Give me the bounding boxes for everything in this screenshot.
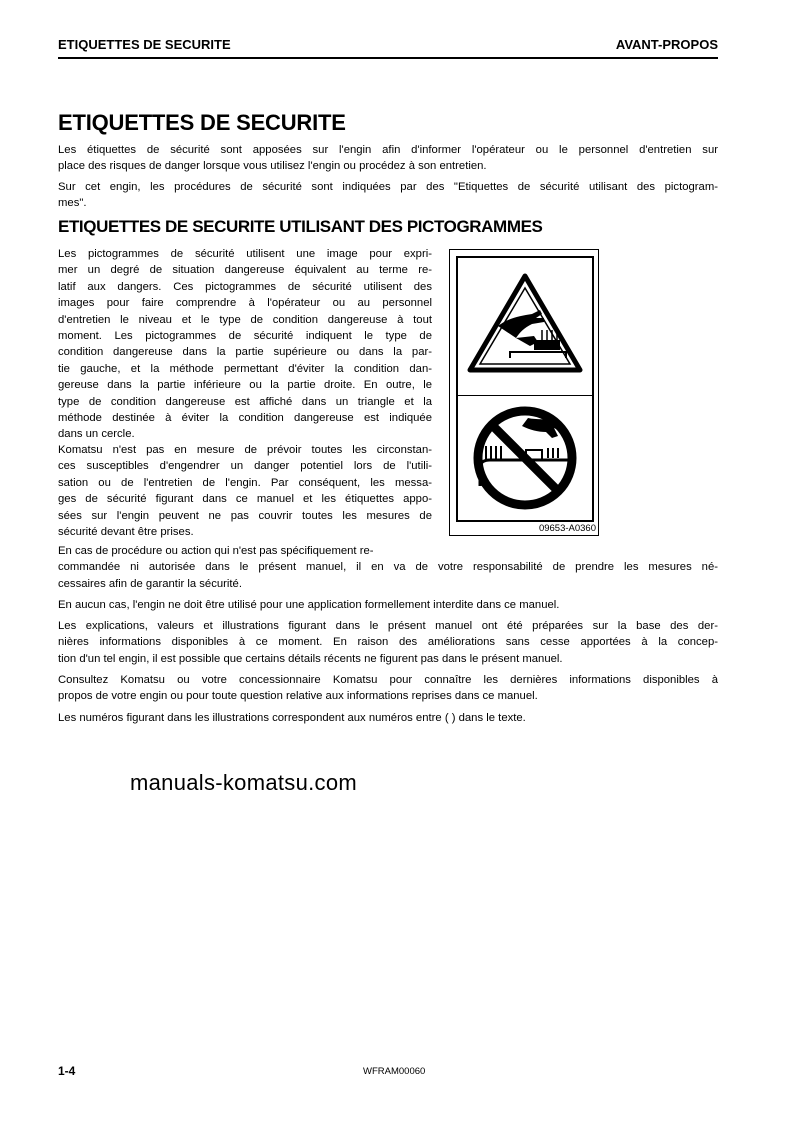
text-line: Les numéros figurant dans les illustrations correspondent aux numéros entre ( ) dans le texte. <box>58 712 526 724</box>
text-line: sécurité devant être prises. <box>58 526 194 539</box>
document-code: WFRAM00060 <box>363 1066 426 1077</box>
section-subtitle: ETIQUETTES DE SECURITE UTILISANT DES PICTOGRAMMES <box>58 217 543 236</box>
text-line: Les pictogrammes de sécurité utilisent une image pour expri- <box>58 248 432 260</box>
text-line: Sur cet engin, les procédures de sécurité sont indiquées par des "Etiquettes de sécurité utilisant des pictogram- <box>58 181 718 193</box>
text-line: nières informations disponibles à ce moment. En raison des améliorations sans cesse apportées à la concep- <box>58 636 718 649</box>
text-line: moment. Les pictogrammes de sécurité indiquent le type de <box>58 330 432 343</box>
do-not-touch-hot-surface-icon <box>458 396 592 521</box>
running-header-chapter: AVANT-PROPOS <box>615 37 718 52</box>
text-line: type de condition dangereuse est affiché dans un triangle et la <box>58 395 432 408</box>
text-line: propos de votre engin ou pour toute question relative aux informations reprises dans ce manuel. <box>58 690 538 703</box>
text-line: latif aux dangers. Ces pictogrammes de sécurité utilisent des <box>58 280 432 293</box>
text-line: sées sur l'engin peuvent ne pas couvrir toutes les mesures de <box>58 509 432 522</box>
figure-code: 09653-A0360 <box>538 523 596 534</box>
text-line: place des risques de danger lorsque vous utilisez l'engin ou procédez à son entretien. <box>58 160 487 173</box>
hot-surface-warning-triangle-icon <box>458 258 592 395</box>
watermark: manuals-komatsu.com <box>130 770 357 795</box>
text-line: Consultez Komatsu ou votre concessionnaire Komatsu pour connaître les dernières informations disponibles à <box>58 674 718 686</box>
text-line: dans un cercle. <box>58 428 135 441</box>
text-line: gereuse dans la partie inférieure ou la partie droite. En outre, le <box>58 379 432 392</box>
page-number: 1-4 <box>58 1064 76 1078</box>
text-line: Les étiquettes de sécurité sont apposées sur l'engin afin d'informer l'opérateur ou le personnel d'entretien sur <box>58 144 718 156</box>
paragraph <box>58 179 718 212</box>
text-line: ges de sécurité figurant dans ce manuel et les étiquettes appo- <box>58 493 432 506</box>
paragraph <box>58 672 718 705</box>
text-line: méthode destinée à éviter la condition dangereuse est indiquée <box>58 412 432 425</box>
paragraph <box>58 710 718 726</box>
paragraph <box>58 543 718 592</box>
text-line: cessaires afin de garantir la sécurité. <box>58 577 242 590</box>
paragraph <box>58 142 718 175</box>
safety-label-frame <box>456 256 594 522</box>
text-line: mes". <box>58 197 87 210</box>
text-line: mer un degré de situation dangereuse équivalent au terme re- <box>58 264 432 277</box>
safety-label-figure <box>449 249 599 536</box>
text-line: Les explications, valeurs et illustrations figurant dans le présent manuel ont été préparées sur la base des der- <box>58 620 718 632</box>
page-title: ETIQUETTES DE SECURITE <box>58 110 346 135</box>
text-line: condition dangereuse dans la partie supérieure ou dans la par- <box>58 346 432 359</box>
paragraph <box>58 597 718 613</box>
text-line: commandée ni autorisée dans le présent manuel, il en va de votre responsabilité de prendre les mesures né- <box>58 561 718 574</box>
paragraph <box>58 442 432 540</box>
paragraph <box>58 618 718 667</box>
text-line: ces susceptibles d'engendrer un danger potentiel lors de l'utili- <box>58 460 432 473</box>
text-line: tion d'un tel engin, il est possible que certains détails récents ne figurent pas dans le présent manuel. <box>58 652 563 665</box>
text-line: sation ou de l'entretien de l'engin. Par conséquent, les messa- <box>58 476 432 489</box>
text-line: Komatsu n'est pas en mesure de prévoir toutes les circonstan- <box>58 444 432 456</box>
paragraph <box>58 246 432 443</box>
running-header-section: ETIQUETTES DE SECURITE <box>58 37 231 52</box>
header-rule <box>58 57 718 59</box>
text-line: d'entretien le niveau et le type de condition dangereuse à tout <box>58 313 432 326</box>
text-line: En aucun cas, l'engin ne doit être utilisé pour une application formellement interdite dans ce manuel. <box>58 599 560 611</box>
text-line: images pour faire comprendre à l'opérateur ou au personnel <box>58 297 432 310</box>
text-line: En cas de procédure ou action qui n'est pas spécifiquement re- <box>58 545 374 557</box>
text-line: tie gauche, et la méthode permettant d'éviter la condition dan- <box>58 362 432 375</box>
